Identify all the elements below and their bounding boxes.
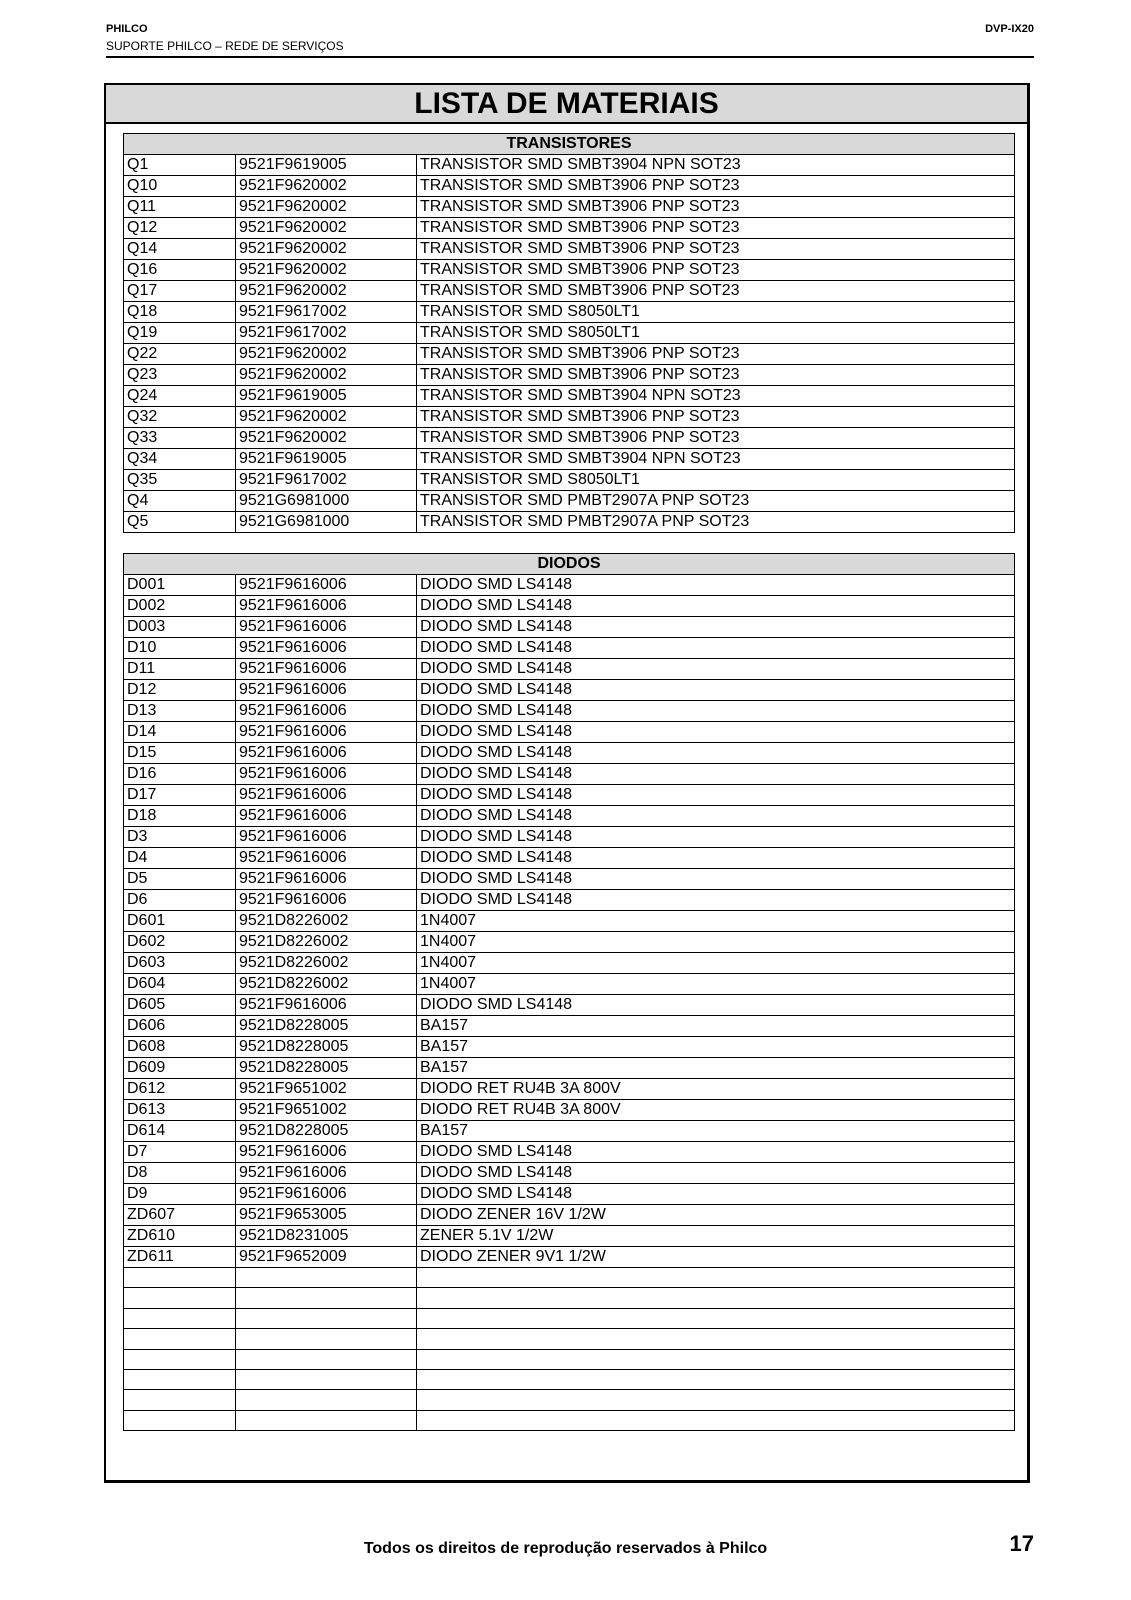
table-row (124, 1121, 1015, 1142)
header-divider (106, 56, 1034, 58)
part-number-cell: 9521F9652009 (236, 1247, 417, 1268)
ref-cell: Q18 (124, 302, 236, 323)
part-number-cell: 9521F9616006 (236, 743, 417, 764)
part-number-cell: 9521F9616006 (236, 785, 417, 806)
table-row (124, 596, 1015, 617)
description-cell: ZENER 5.1V 1/2W (417, 1226, 1015, 1247)
description-cell: TRANSISTOR SMD SMBT3906 PNP SOT23 (417, 407, 1015, 428)
part-number-cell: 9521F9616006 (236, 995, 417, 1016)
ref-cell: D608 (124, 1037, 236, 1058)
table-row (124, 1163, 1015, 1184)
part-number-cell: 9521F9620002 (236, 407, 417, 428)
description-cell: TRANSISTOR SMD SMBT3906 PNP SOT23 (417, 239, 1015, 260)
ref-cell: D6 (124, 890, 236, 911)
table-row (124, 1100, 1015, 1121)
ref-cell (124, 1349, 236, 1369)
description-cell: DIODO SMD LS4148 (417, 638, 1015, 659)
description-cell: DIODO SMD LS4148 (417, 1142, 1015, 1163)
ref-cell: Q19 (124, 323, 236, 344)
part-number-cell: 9521F9616006 (236, 1184, 417, 1205)
table-row (124, 617, 1015, 638)
description-cell: BA157 (417, 1058, 1015, 1079)
part-number-cell: 9521F9616006 (236, 890, 417, 911)
description-cell: 1N4007 (417, 974, 1015, 995)
description-cell: TRANSISTOR SMD PMBT2907A PNP SOT23 (417, 512, 1015, 533)
part-number-cell: 9521D8228005 (236, 1058, 417, 1079)
description-cell: 1N4007 (417, 911, 1015, 932)
description-cell: DIODO SMD LS4148 (417, 848, 1015, 869)
table-row (124, 680, 1015, 701)
description-cell (417, 1308, 1015, 1328)
table-row (124, 1369, 1015, 1389)
diodes-heading-row (124, 554, 1015, 575)
description-cell: DIODO SMD LS4148 (417, 764, 1015, 785)
part-number-cell (236, 1308, 417, 1328)
table-row (124, 932, 1015, 953)
ref-cell: Q11 (124, 197, 236, 218)
table-row (124, 1410, 1015, 1430)
description-cell: BA157 (417, 1016, 1015, 1037)
part-number-cell (236, 1349, 417, 1369)
ref-cell: Q1 (124, 155, 236, 176)
part-number-cell: 9521F9617002 (236, 470, 417, 491)
ref-cell: D13 (124, 701, 236, 722)
part-number-cell: 9521F9651002 (236, 1079, 417, 1100)
ref-cell: D10 (124, 638, 236, 659)
part-number-cell: 9521F9617002 (236, 323, 417, 344)
description-cell: TRANSISTOR SMD S8050LT1 (417, 323, 1015, 344)
table-row (124, 1184, 1015, 1205)
ref-cell: Q33 (124, 428, 236, 449)
ref-cell: Q24 (124, 386, 236, 407)
ref-cell: D18 (124, 806, 236, 827)
description-cell: TRANSISTOR SMD S8050LT1 (417, 470, 1015, 491)
table-row (124, 491, 1015, 512)
part-number-cell: 9521D8226002 (236, 911, 417, 932)
table-row (124, 1247, 1015, 1268)
header-model: DVP-IX20 (985, 23, 1034, 35)
part-number-cell: 9521F9616006 (236, 806, 417, 827)
table-row (124, 974, 1015, 995)
part-number-cell: 9521F9616006 (236, 869, 417, 890)
table-row (124, 1329, 1015, 1349)
ref-cell: Q14 (124, 239, 236, 260)
table-row (124, 155, 1015, 176)
ref-cell: Q17 (124, 281, 236, 302)
description-cell: DIODO SMD LS4148 (417, 827, 1015, 848)
ref-cell: Q4 (124, 491, 236, 512)
diodes-heading: DIODOS (124, 554, 1015, 575)
table-row (124, 1142, 1015, 1163)
table-row (124, 848, 1015, 869)
description-cell: TRANSISTOR SMD SMBT3906 PNP SOT23 (417, 344, 1015, 365)
table-row (124, 281, 1015, 302)
table-row (124, 470, 1015, 491)
description-cell: TRANSISTOR SMD SMBT3906 PNP SOT23 (417, 281, 1015, 302)
description-cell: TRANSISTOR SMD SMBT3904 NPN SOT23 (417, 449, 1015, 470)
table-row (124, 323, 1015, 344)
ref-cell: D002 (124, 596, 236, 617)
part-number-cell (236, 1369, 417, 1389)
description-cell (417, 1288, 1015, 1308)
description-cell: DIODO SMD LS4148 (417, 1163, 1015, 1184)
materials-list-frame (104, 83, 1030, 1483)
part-number-cell: 9521F9620002 (236, 365, 417, 386)
ref-cell: D9 (124, 1184, 236, 1205)
ref-cell: D605 (124, 995, 236, 1016)
part-number-cell (236, 1329, 417, 1349)
part-number-cell: 9521G6981000 (236, 512, 417, 533)
ref-cell: D606 (124, 1016, 236, 1037)
table-row (124, 1349, 1015, 1369)
part-number-cell: 9521F9620002 (236, 239, 417, 260)
description-cell: TRANSISTOR SMD S8050LT1 (417, 302, 1015, 323)
footer-rights: Todos os direitos de reprodução reservados à Philco (363, 1540, 768, 1557)
table-row (124, 176, 1015, 197)
part-number-cell: 9521F9616006 (236, 596, 417, 617)
description-cell: DIODO SMD LS4148 (417, 806, 1015, 827)
description-cell: TRANSISTOR SMD SMBT3904 NPN SOT23 (417, 386, 1015, 407)
ref-cell: D612 (124, 1079, 236, 1100)
table-row (124, 701, 1015, 722)
part-number-cell: 9521F9616006 (236, 722, 417, 743)
table-row (124, 1268, 1015, 1288)
description-cell: 1N4007 (417, 932, 1015, 953)
description-cell: DIODO SMD LS4148 (417, 995, 1015, 1016)
table-row (124, 911, 1015, 932)
transistors-table (123, 133, 1015, 533)
part-number-cell: 9521F9616006 (236, 701, 417, 722)
description-cell: TRANSISTOR SMD SMBT3906 PNP SOT23 (417, 197, 1015, 218)
description-cell: DIODO SMD LS4148 (417, 659, 1015, 680)
ref-cell: ZD607 (124, 1205, 236, 1226)
table-row (124, 1016, 1015, 1037)
ref-cell (124, 1288, 236, 1308)
table-row (124, 449, 1015, 470)
transistors-heading: TRANSISTORES (124, 134, 1015, 155)
description-cell: DIODO SMD LS4148 (417, 1184, 1015, 1205)
ref-cell (124, 1308, 236, 1328)
ref-cell: D003 (124, 617, 236, 638)
description-cell: TRANSISTOR SMD SMBT3906 PNP SOT23 (417, 428, 1015, 449)
description-cell: DIODO RET RU4B 3A 800V (417, 1079, 1015, 1100)
part-number-cell: 9521D8226002 (236, 953, 417, 974)
ref-cell: Q23 (124, 365, 236, 386)
table-row (124, 365, 1015, 386)
page-number: 17 (1009, 1531, 1034, 1556)
description-cell: DIODO SMD LS4148 (417, 890, 1015, 911)
part-number-cell: 9521F9617002 (236, 302, 417, 323)
ref-cell (124, 1390, 236, 1410)
part-number-cell: 9521F9616006 (236, 848, 417, 869)
part-number-cell: 9521F9616006 (236, 764, 417, 785)
description-cell (417, 1349, 1015, 1369)
description-cell: DIODO ZENER 9V1 1/2W (417, 1247, 1015, 1268)
part-number-cell (236, 1288, 417, 1308)
ref-cell: D12 (124, 680, 236, 701)
part-number-cell (236, 1410, 417, 1430)
ref-cell: Q5 (124, 512, 236, 533)
table-row (124, 1205, 1015, 1226)
part-number-cell: 9521F9620002 (236, 344, 417, 365)
part-number-cell: 9521D8226002 (236, 974, 417, 995)
table-row (124, 512, 1015, 533)
table-row (124, 302, 1015, 323)
diodes-table (123, 553, 1015, 1431)
description-cell (417, 1268, 1015, 1288)
ref-cell: Q10 (124, 176, 236, 197)
table-row (124, 239, 1015, 260)
ref-cell (124, 1268, 236, 1288)
ref-cell: D601 (124, 911, 236, 932)
part-number-cell: 9521F9620002 (236, 428, 417, 449)
table-row (124, 638, 1015, 659)
table-row (124, 869, 1015, 890)
table-row (124, 218, 1015, 239)
table-row (124, 890, 1015, 911)
table-row (124, 722, 1015, 743)
description-cell: DIODO RET RU4B 3A 800V (417, 1100, 1015, 1121)
part-number-cell: 9521F9620002 (236, 260, 417, 281)
table-row (124, 1288, 1015, 1308)
ref-cell: D5 (124, 869, 236, 890)
table-row (124, 995, 1015, 1016)
ref-cell (124, 1410, 236, 1430)
table-row (124, 386, 1015, 407)
part-number-cell (236, 1390, 417, 1410)
ref-cell: D001 (124, 575, 236, 596)
table-row (124, 428, 1015, 449)
part-number-cell: 9521F9616006 (236, 659, 417, 680)
ref-cell: D14 (124, 722, 236, 743)
table-row (124, 260, 1015, 281)
ref-cell: D604 (124, 974, 236, 995)
description-cell: TRANSISTOR SMD SMBT3906 PNP SOT23 (417, 365, 1015, 386)
table-row (124, 1079, 1015, 1100)
part-number-cell: 9521F9653005 (236, 1205, 417, 1226)
table-row (124, 344, 1015, 365)
part-number-cell: 9521D8228005 (236, 1121, 417, 1142)
table-row (124, 1308, 1015, 1328)
description-cell (417, 1410, 1015, 1430)
description-cell: TRANSISTOR SMD SMBT3906 PNP SOT23 (417, 176, 1015, 197)
part-number-cell: 9521F9616006 (236, 575, 417, 596)
part-number-cell: 9521F9620002 (236, 281, 417, 302)
ref-cell: D603 (124, 953, 236, 974)
description-cell: BA157 (417, 1037, 1015, 1058)
page-title: LISTA DE MATERIAIS (106, 85, 1027, 124)
description-cell: DIODO SMD LS4148 (417, 869, 1015, 890)
ref-cell: Q22 (124, 344, 236, 365)
description-cell: TRANSISTOR SMD SMBT3904 NPN SOT23 (417, 155, 1015, 176)
part-number-cell: 9521F9619005 (236, 155, 417, 176)
transistors-heading-row (124, 134, 1015, 155)
table-row (124, 953, 1015, 974)
description-cell: DIODO SMD LS4148 (417, 743, 1015, 764)
part-number-cell: 9521F9619005 (236, 449, 417, 470)
table-row (124, 197, 1015, 218)
ref-cell: D11 (124, 659, 236, 680)
part-number-cell: 9521G6981000 (236, 491, 417, 512)
part-number-cell (236, 1268, 417, 1288)
table-row (124, 827, 1015, 848)
table-row (124, 1037, 1015, 1058)
description-cell: DIODO SMD LS4148 (417, 680, 1015, 701)
part-number-cell: 9521F9619005 (236, 386, 417, 407)
part-number-cell: 9521D8226002 (236, 932, 417, 953)
ref-cell: Q32 (124, 407, 236, 428)
ref-cell: D16 (124, 764, 236, 785)
ref-cell: Q35 (124, 470, 236, 491)
header-subtitle: SUPORTE PHILCO – REDE DE SERVIÇOS (106, 39, 344, 53)
table-row (124, 764, 1015, 785)
part-number-cell: 9521F9616006 (236, 827, 417, 848)
ref-cell: D17 (124, 785, 236, 806)
ref-cell: D3 (124, 827, 236, 848)
part-number-cell: 9521F9620002 (236, 176, 417, 197)
ref-cell: D8 (124, 1163, 236, 1184)
table-row (124, 407, 1015, 428)
table-row (124, 659, 1015, 680)
ref-cell: D4 (124, 848, 236, 869)
ref-cell: D614 (124, 1121, 236, 1142)
table-row (124, 575, 1015, 596)
table-row (124, 1226, 1015, 1247)
description-cell: 1N4007 (417, 953, 1015, 974)
ref-cell: D15 (124, 743, 236, 764)
ref-cell: ZD611 (124, 1247, 236, 1268)
description-cell: TRANSISTOR SMD SMBT3906 PNP SOT23 (417, 218, 1015, 239)
description-cell: TRANSISTOR SMD SMBT3906 PNP SOT23 (417, 260, 1015, 281)
description-cell: TRANSISTOR SMD PMBT2907A PNP SOT23 (417, 491, 1015, 512)
table-row (124, 806, 1015, 827)
ref-cell: Q34 (124, 449, 236, 470)
table-row (124, 785, 1015, 806)
description-cell: BA157 (417, 1121, 1015, 1142)
description-cell: DIODO SMD LS4148 (417, 722, 1015, 743)
part-number-cell: 9521F9616006 (236, 638, 417, 659)
table-row (124, 1058, 1015, 1079)
ref-cell: D613 (124, 1100, 236, 1121)
table-row (124, 743, 1015, 764)
part-number-cell: 9521F9616006 (236, 680, 417, 701)
part-number-cell: 9521D8228005 (236, 1016, 417, 1037)
description-cell: DIODO SMD LS4148 (417, 785, 1015, 806)
ref-cell: D602 (124, 932, 236, 953)
ref-cell: D7 (124, 1142, 236, 1163)
ref-cell: Q16 (124, 260, 236, 281)
header-brand: PHILCO (106, 23, 148, 35)
ref-cell: Q12 (124, 218, 236, 239)
part-number-cell: 9521D8231005 (236, 1226, 417, 1247)
part-number-cell: 9521F9620002 (236, 197, 417, 218)
ref-cell: D609 (124, 1058, 236, 1079)
part-number-cell: 9521F9616006 (236, 1163, 417, 1184)
description-cell (417, 1369, 1015, 1389)
description-cell (417, 1329, 1015, 1349)
description-cell (417, 1390, 1015, 1410)
part-number-cell: 9521F9616006 (236, 1142, 417, 1163)
ref-cell (124, 1369, 236, 1389)
table-row (124, 1390, 1015, 1410)
ref-cell: ZD610 (124, 1226, 236, 1247)
part-number-cell: 9521F9620002 (236, 218, 417, 239)
description-cell: DIODO ZENER 16V 1/2W (417, 1205, 1015, 1226)
description-cell: DIODO SMD LS4148 (417, 575, 1015, 596)
description-cell: DIODO SMD LS4148 (417, 617, 1015, 638)
part-number-cell: 9521F9651002 (236, 1100, 417, 1121)
description-cell: DIODO SMD LS4148 (417, 596, 1015, 617)
description-cell: DIODO SMD LS4148 (417, 701, 1015, 722)
ref-cell (124, 1329, 236, 1349)
part-number-cell: 9521D8228005 (236, 1037, 417, 1058)
part-number-cell: 9521F9616006 (236, 617, 417, 638)
